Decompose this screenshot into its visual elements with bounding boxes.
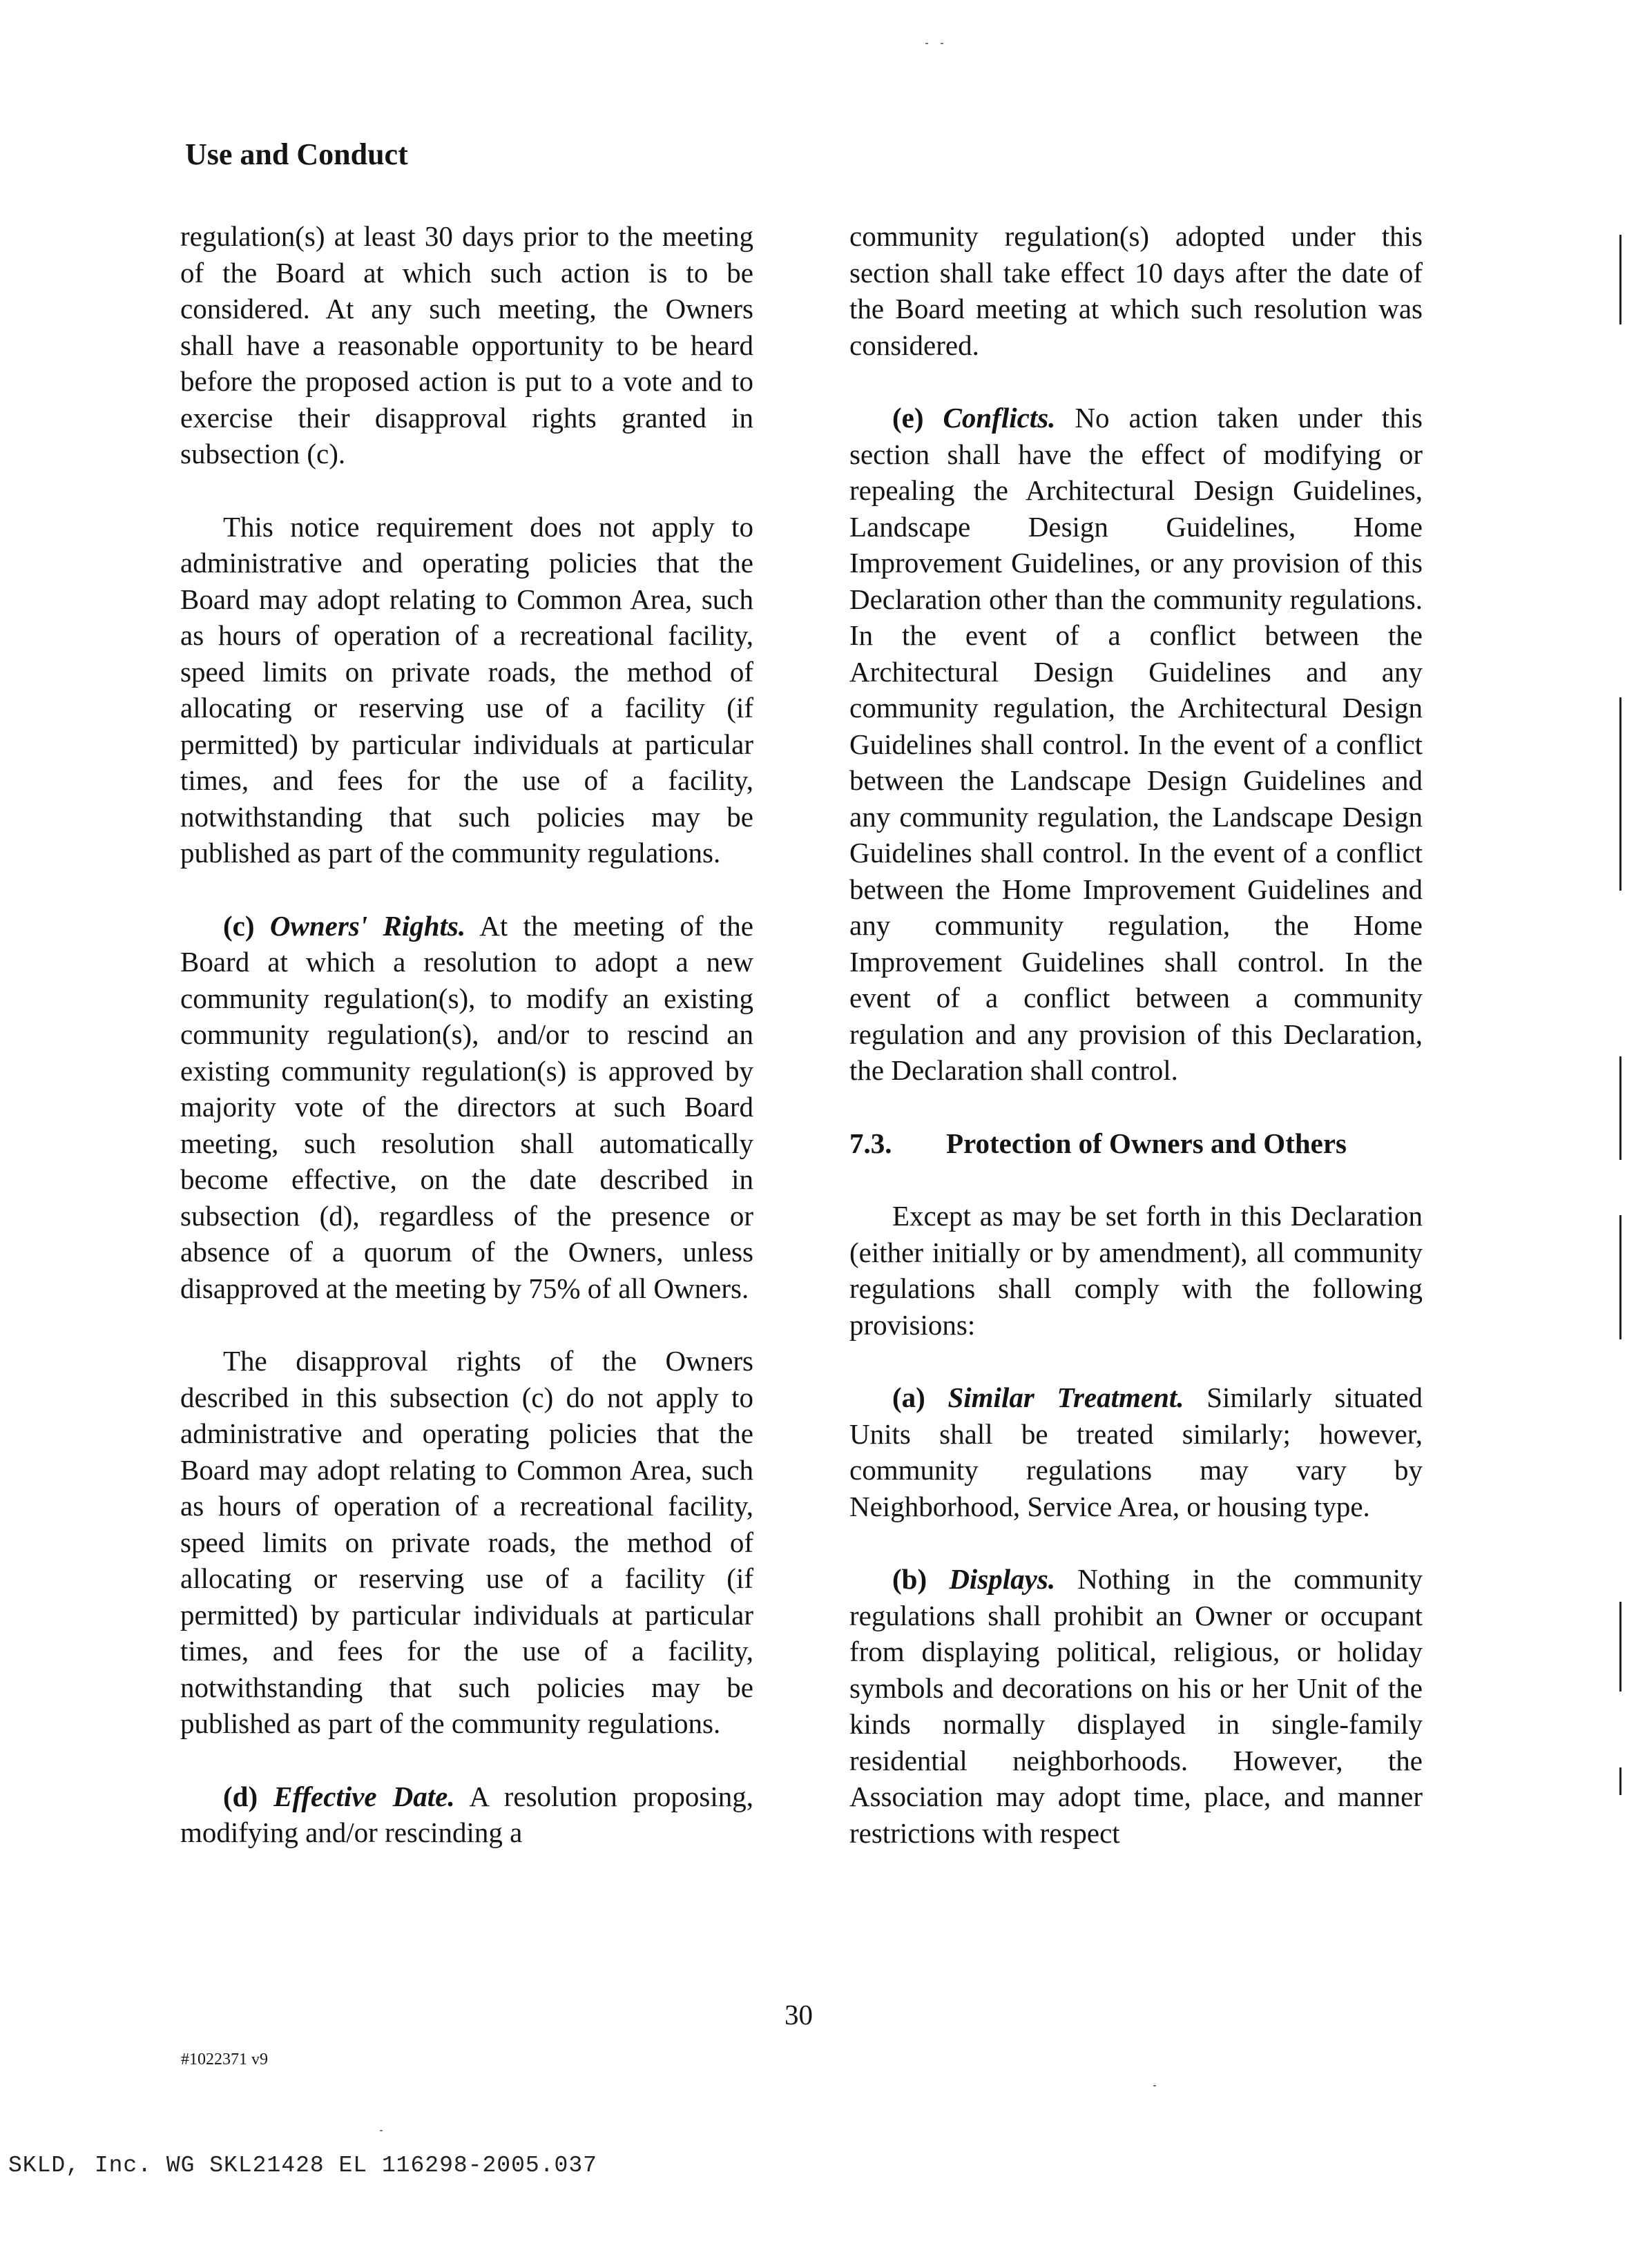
footer-stamp: SKLD, Inc. WG SKL21428 EL 116298-2005.037 — [8, 2153, 597, 2178]
page-number: 30 — [785, 1999, 813, 2030]
scan-mark — [1619, 1602, 1621, 1692]
scan-mark — [1619, 235, 1621, 324]
paragraph-notice-period: regulation(s) at least 30 days prior to the meeting of the Board at which such action is to be considered. At any such meeting, the Owners shall have a reasonable opportunity to be heard before the proposed action is put to a vote and to exercise their disapproval rights granted in subsection (c). — [180, 220, 753, 469]
subsection-a-similar-treatment — [849, 1379, 1423, 1524]
paragraph-compliance: Except as may be set forth in this Declaration (either initially or by amendment), all community regulations shall comply with the following provisions: — [849, 1200, 1423, 1341]
section-title: Protection of Owners and Others — [946, 1127, 1347, 1159]
scan-speck — [925, 43, 928, 44]
subsection-title: Displays. — [949, 1563, 1056, 1595]
subsection-text: At the meeting of the Board at which a resolution to adopt a new community regulation(s), to modify an existing community regulation(s), and/or to rescind an existing community regulation(s) is approved by majority vote of the directors at such Board meeting, such resolution shall automatically become effective, on the date described in subsection (d), regardless of the presence or absence of a quorum of the Owners, unless disapproved at the meeting by 75% of all Owners. — [180, 909, 754, 1304]
scan-speck — [1153, 2085, 1156, 2086]
subsection-title: Owners' Rights. — [269, 909, 466, 942]
scan-mark — [1619, 1215, 1621, 1339]
page-header: Use and Conduct — [185, 137, 408, 171]
subsection-c-owners-rights — [180, 908, 753, 1307]
scan-mark — [1619, 697, 1621, 891]
paragraph-notice-exemption: This notice requirement does not apply to administrative and operating policies that the Board may adopt relating to Common Area, such as hours of operation of a recreational facility, speed limits on private roads, the method of allocating or reserving use of a facility (if permitted) by particular individuals at particular times, and fees for the use of a facility, notwithstanding that such policies may be published as part of the community regulations. — [180, 510, 753, 869]
paragraph-disapproval-rights: The disapproval rights of the Owners described in this subsection (c) do not apply to administrative and operating policies that the Board may adopt relating to Common Area, such as hours of operation of a recreational facility, speed limits on private roads, the method of allocating or reserving use of a facility (if permitted) by particular individuals at particular times, and fees for the use of a facility, notwithstanding that such policies may be published as part of the community regulations. — [180, 1345, 753, 1739]
document-id: #1022371 v9 — [181, 2051, 268, 2068]
subsection-title: Similar Treatment. — [947, 1382, 1184, 1413]
subsection-label: (a) — [892, 1382, 925, 1413]
subsection-title: Conflicts. — [943, 402, 1056, 434]
subsection-label: (c) — [223, 909, 255, 942]
subsection-label: (e) — [892, 402, 924, 434]
subsection-d-effective-date — [180, 1778, 753, 1851]
subsection-text: Similarly situated Units shall be treated similarly; however, community regulations may vary by Neighborhood, Service Area, or housing type. — [849, 1382, 1423, 1522]
subsection-label: (b) — [892, 1563, 927, 1595]
subsection-title: Effective Date. — [273, 1780, 455, 1812]
section-heading-7-3 — [849, 1125, 1423, 1162]
subsection-text: Nothing in the community regulations shall prohibit an Owner or occupant from displaying political, religious, or holiday symbols and decorations on his or her Unit of the kinds normally displayed in single-family residential neighborhoods. However, the Association may adopt time, place, and manner restrictions with respect — [849, 1563, 1423, 1849]
subsection-text: No action taken under this section shall have the effect of modifying or repealing the Architectural Design Guidelines, Landscape Design Guidelines, Home Improvement Guidelines, or any provision of this Declaration other than the community regulations. In the event of a conflict between the Architectural Design Guidelines and any community regulation, the Architectural Design Guidelines shall control. In the event of a conflict between the Landscape Design Guidelines and any community regulation, the Landscape Design Guidelines shall control. In the event of a conflict between the Home Improvement Guidelines and any community regulation, the Home Improvement Guidelines shall control. In the event of a conflict between a community regulation and any provision of this Declaration, the Declaration shall control. — [849, 402, 1423, 1086]
scan-speck — [941, 43, 943, 44]
subsection-b-displays — [849, 1561, 1423, 1851]
paragraph-effective-continuation: community regulation(s) adopted under this section shall take effect 10 days after the date of the Board meeting at which such resolution was considered. — [849, 220, 1423, 361]
subsection-e-conflicts — [849, 400, 1423, 1089]
subsection-text: A resolution proposing, modifying and/or rescinding a — [180, 1780, 754, 1848]
right-column — [849, 218, 1423, 1888]
scan-mark — [1619, 1056, 1621, 1160]
scan-speck — [380, 2130, 383, 2131]
scan-mark — [1619, 1767, 1621, 1795]
left-column — [180, 218, 753, 1888]
subsection-label: (d) — [223, 1780, 258, 1812]
section-number: 7.3. — [849, 1127, 892, 1159]
